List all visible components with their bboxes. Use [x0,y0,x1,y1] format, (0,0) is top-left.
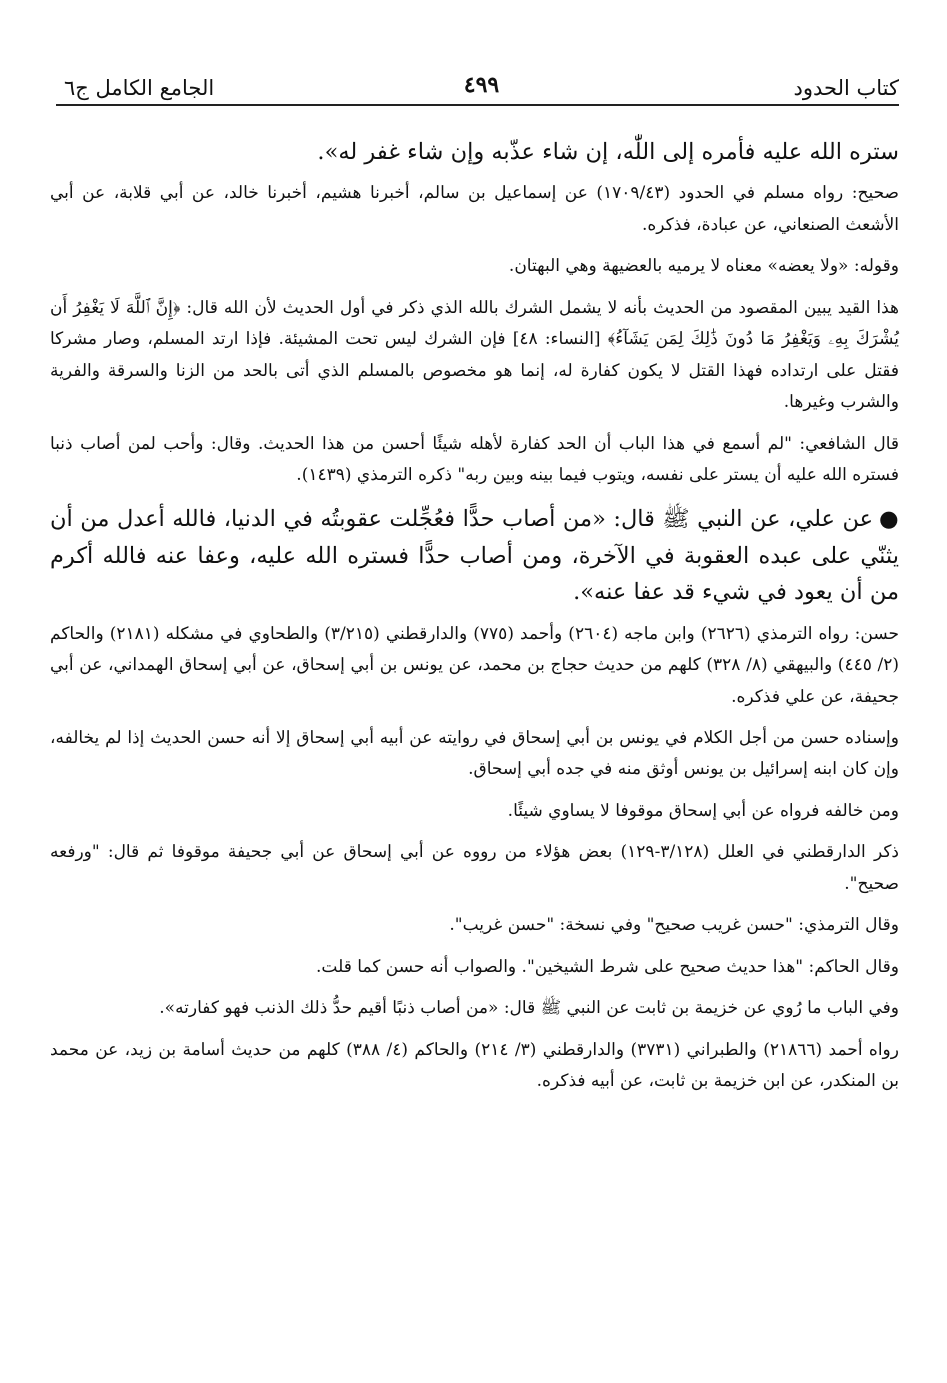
hadith-text: عن علي، عن النبي ﷺ قال: «من أصاب حدًّا فعُجِّلت عقوبتُه في الدنيا، فالله أعدل من أن يثنّي على عبده العقوبة في الآخرة، ومن أصاب حدًّا فستره الله عليه، وعفا عنه فالله أكرم من أن يعود في شيء قد عفا عنه». [50,506,899,606]
daraqutni-paragraph: ذكر الدارقطني في العلل (٣/١٢٨-١٢٩) بعض هؤلاء من رووه عن أبي إسحاق عن أبي جحيفة موقوفا ثم قال: "ورفعه صحيح". [50,842,899,894]
bullet-icon: ● [879,506,899,533]
isnad-paragraph: وإسناده حسن من أجل الكلام في يونس بن أبي إسحاق في روايته عن أبيه أبي إسحاق إلا أنه حسن الحديث إذا لم يخالفه، وإن كان ابنه إسرائيل بن يونس أوثق منه في جده أبي إسحاق. [50,728,899,780]
hadith-text-continued: ستره الله عليه فأمره إلى اللّٰه، إن شاء عذّبه وإن شاء غفر له». [317,139,899,165]
related-hadith-paragraph: وفي الباب ما رُوي عن خزيمة بن ثابت عن النبي ﷺ قال: «من أصاب ذنبًا أقيم حدُّ ذلك الذنب فهو كفارته». [159,998,899,1019]
chapter-title: كتاب الحدود [793,76,899,100]
hakim-paragraph: وقال الحاكم: "هذا حديث صحيح على شرط الشيخين". والصواب أنه حسن كما قلت. [316,956,899,977]
tirmidhi-paragraph: وقال الترمذي: "حسن غريب صحيح" وفي نسخة: "حسن غريب". [449,915,899,936]
book-title: الجامع الكامل ج٦ [64,76,215,100]
commentary-paragraph: هذا القيد يبين المقصود من الحديث بأنه لا يشمل الشرك بالله الذي ذكر في أول الحديث لأن الله قال: ﴿إِنَّ ٱللَّهَ لَا يَغْفِرُ أَن يُشْرَكَ بِهِۦ وَيَغْفِرُ مَا دُونَ ذَٰلِكَ لِمَن يَشَآءُ﴾ [النساء: ٤٨] فإن الشرك ليس تحت المشيئة. فإذا ارتد المسلم، وصار مشركا فقتل على ارتداده فهذا القتل لا يكون كفارة له، إنما هو مخصوص بالمسلم الذي أتى بالحد من الزنا والسرقة والفرية والشرب وغيرها. [50,297,899,413]
explanation-paragraph: وقوله: «ولا يعضه» معناه لا يرميه بالعضيهة وهي البهتان. [508,256,899,277]
header-rule [56,104,899,106]
running-head [64,66,899,100]
shafii-quote-paragraph: قال الشافعي: "لم أسمع في هذا الباب أن الحد كفارة لأهله شيئًا أحسن من هذا الحديث. وقال: وأحب لمن أصاب ذنبا فستره الله عليه أن يستر على نفسه، ويتوب فيما بينه وبين ربه" ذكره الترمذي (١٤٣٩). [50,433,899,485]
takhrij-paragraph: صحيح: رواه مسلم في الحدود (١٧٠٩/٤٣) عن إسماعيل بن سالم، أخبرنا هشيم، أخبرنا خالد، عن أبي قلابة، عن أبي الأشعث الصنعاني، عن عبادة، فذكره. [50,183,899,235]
note-paragraph: ومن خالفه فرواه عن أبي إسحاق موقوفا لا يساوي شيئًا. [507,800,899,821]
hadith-paragraph [50,501,899,610]
body-text [50,134,899,1107]
page-number: ٤٩٩ [463,72,500,98]
book-page [50,0,899,1383]
takhrij-paragraph: حسن: رواه الترمذي (٢٦٢٦) وابن ماجه (٢٦٠٤) وأحمد (٧٧٥) والدارقطني (٣/٢١٥) والطحاوي في مشكله (٢١٨١) والحاكم (٢/ ٤٤٥) والبيهقي (٨/ ٣٢٨) كلهم من حديث حجاج بن محمد، عن يونس بن أبي إسحاق، عن أبي إسحاق الهمداني، عن أبي جحيفة، عن علي فذكره. [50,623,899,707]
takhrij-paragraph: رواه أحمد (٢١٨٦٦) والطبراني (٣٧٣١) والدارقطني (٣/ ٢١٤) والحاكم (٤/ ٣٨٨) كلهم من حديث أسامة بن زيد، عن محمد بن المنكدر، عن ابن خزيمة بن ثابت، عن أبيه فذكره. [50,1039,899,1091]
